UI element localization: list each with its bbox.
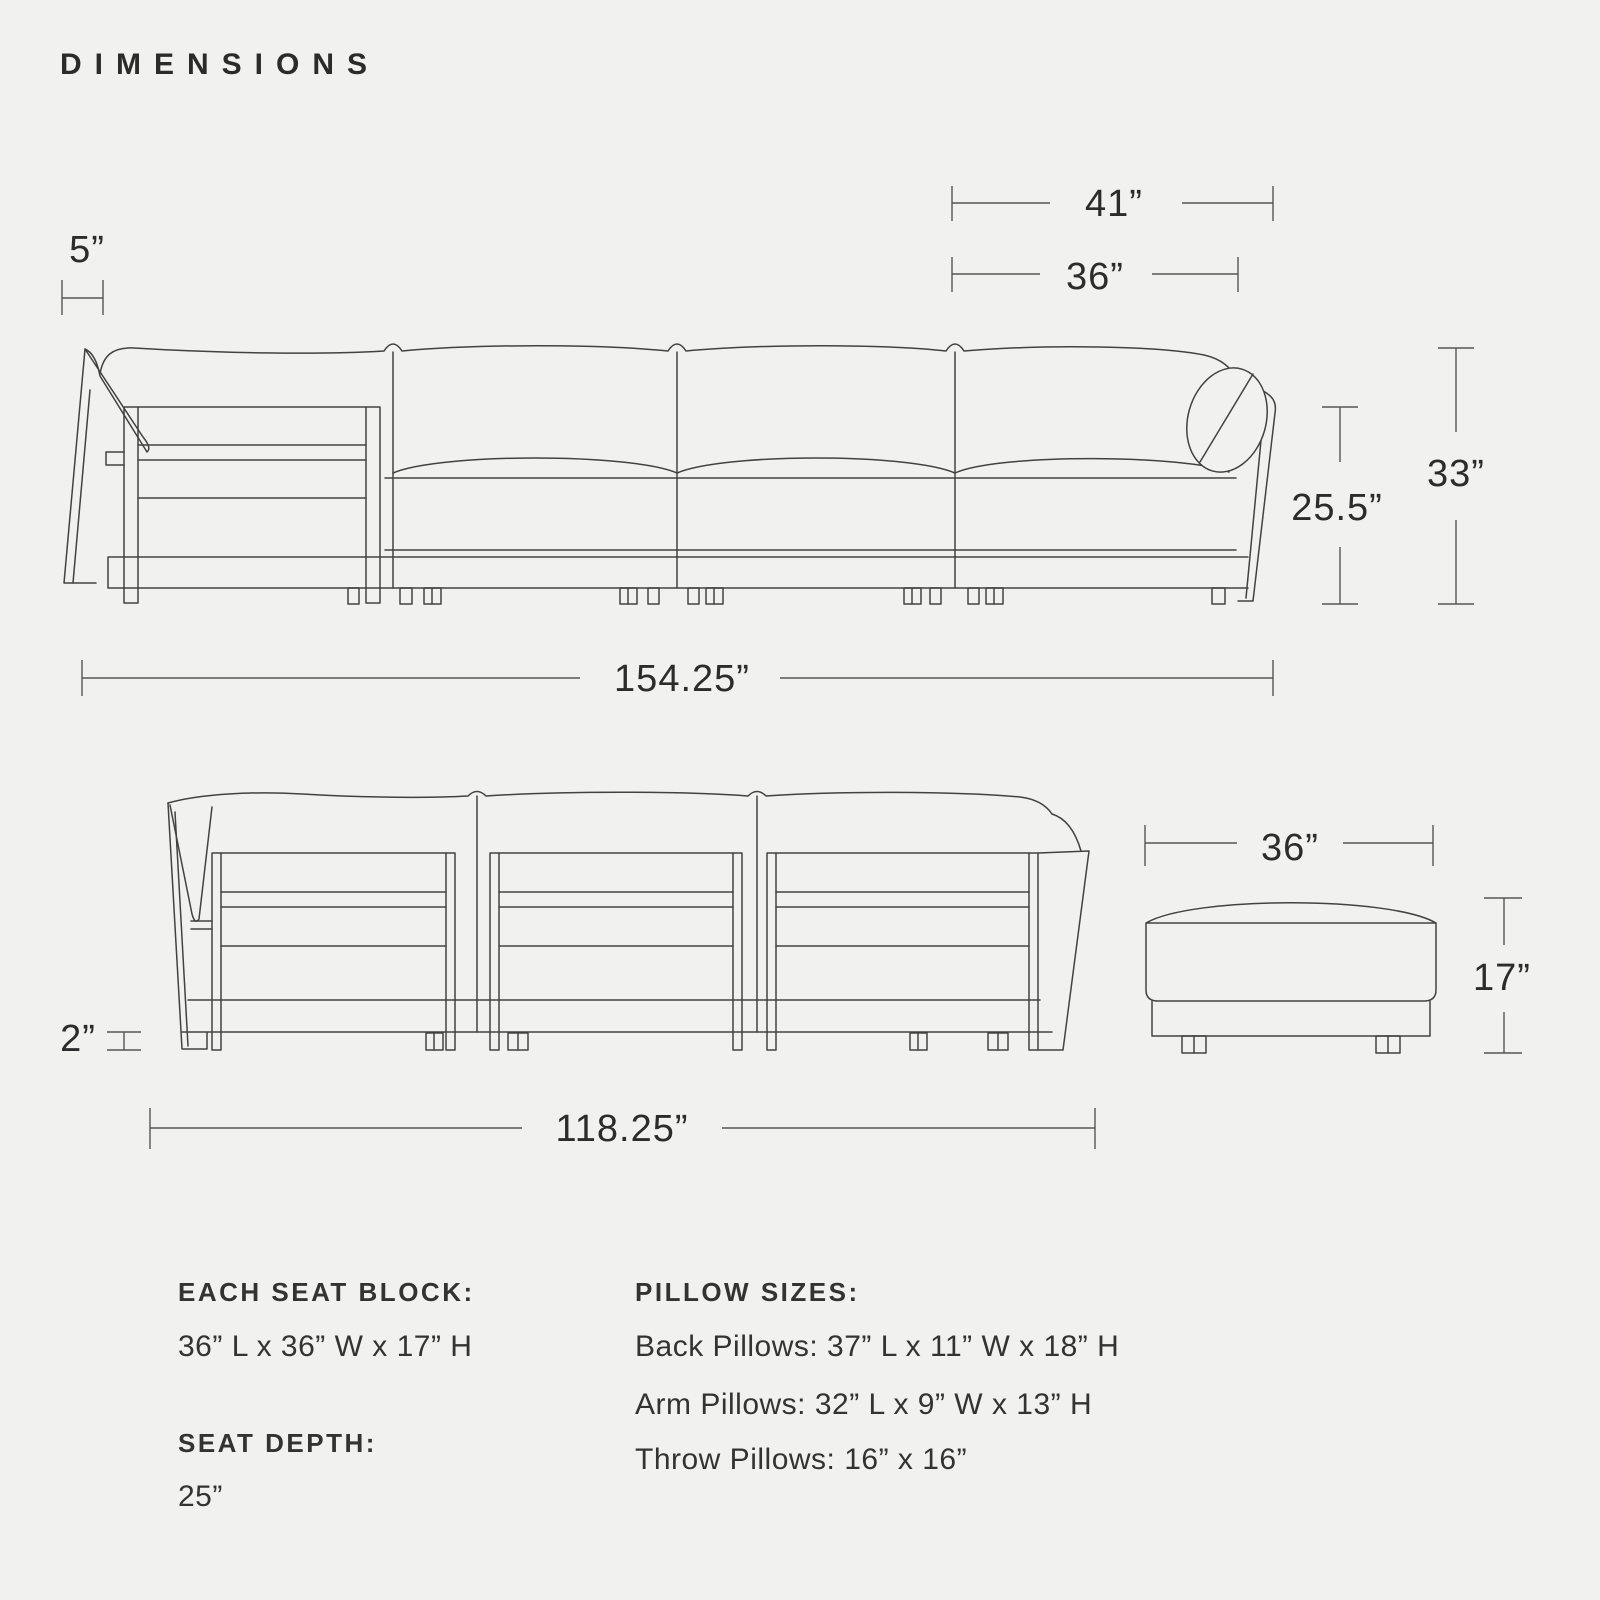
front-frame-post <box>124 407 138 603</box>
pillow-size-back: Back Pillows: 37” L x 11” W x 18” H <box>635 1330 1120 1363</box>
leg <box>1212 588 1225 604</box>
leg-dividers <box>434 1033 998 1050</box>
back-top-outline <box>168 792 1052 815</box>
front-frame-post <box>366 407 380 603</box>
front-corner-arm <box>64 349 96 583</box>
dim-back-length-label: 118.25” <box>555 1108 689 1150</box>
dim-leg-height-line <box>107 1032 141 1050</box>
pillow-size-arm: Arm Pillows: 32” L x 9” W x 13” H <box>635 1388 1093 1421</box>
front-seat-cushion-arcs <box>393 458 1229 473</box>
frame-post <box>490 853 499 1050</box>
frame-post <box>446 853 455 1050</box>
dim-seat-height-label: 25.5” <box>1291 487 1383 529</box>
front-legs <box>348 588 1225 604</box>
back-legs <box>426 1033 1008 1050</box>
dim-leg-height-label: 2” <box>60 1018 96 1060</box>
leg <box>688 588 699 604</box>
frame-post <box>733 853 742 1050</box>
seat-depth-value: 25” <box>178 1480 223 1513</box>
back-armrest-bracket <box>191 921 212 929</box>
back-right-arm <box>1038 814 1089 1050</box>
pillow-sizes-heading: PILLOW SIZES: <box>635 1277 860 1307</box>
front-corner-pillow <box>85 349 149 452</box>
dim-overall-length-label: 154.25” <box>614 658 750 700</box>
seat-depth-heading: SEAT DEPTH: <box>178 1428 377 1458</box>
leg-dividers <box>432 588 994 604</box>
dim-arm-width-label: 5” <box>69 229 105 271</box>
leg <box>400 588 412 604</box>
ottoman-legs <box>1182 1036 1400 1053</box>
frame-post <box>767 853 776 1050</box>
back-frame-rails <box>221 853 1029 946</box>
back-dimensions <box>60 1018 1095 1150</box>
ottoman-dimensions <box>1145 825 1531 1053</box>
leg <box>968 588 979 604</box>
front-seat-lines <box>385 478 1236 550</box>
front-armrest-bracket <box>106 452 124 465</box>
frame-post <box>212 853 221 1050</box>
leg <box>930 588 941 604</box>
seat-block-heading: EACH SEAT BLOCK: <box>178 1277 475 1307</box>
front-module-seams <box>393 352 955 588</box>
back-corner-arm-inner <box>175 812 188 1046</box>
pillow-size-throw: Throw Pillows: 16” x 16” <box>635 1443 968 1476</box>
back-corner-arm <box>168 803 207 1049</box>
dim-arm-width-line <box>62 280 103 315</box>
ottoman-drawing <box>1146 903 1436 1053</box>
front-elevation-drawing <box>64 344 1279 604</box>
dim-overall-height-label: 33” <box>1427 453 1485 495</box>
ottoman-body <box>1146 903 1436 1036</box>
leg-dividers <box>1194 1036 1388 1053</box>
seat-block-value: 36” L x 36” W x 17” H <box>178 1330 473 1363</box>
dim-ottoman-width-label: 36” <box>1261 827 1319 869</box>
back-base-band <box>182 1000 1052 1032</box>
front-corner-arm-inner <box>73 390 90 583</box>
front-frame-rails <box>138 407 366 498</box>
back-elevation-drawing <box>168 792 1089 1051</box>
front-back-cushions-outline <box>100 344 1238 383</box>
leg <box>648 588 659 604</box>
frame-post <box>1029 853 1038 1050</box>
front-base-band <box>108 557 1248 588</box>
dim-seat-module-label: 36” <box>1066 256 1124 298</box>
leg <box>348 588 359 604</box>
back-frame-posts <box>212 853 1038 1050</box>
dim-end-module-label: 41” <box>1085 183 1143 225</box>
page-title: DIMENSIONS <box>60 48 381 81</box>
dim-ottoman-height-label: 17” <box>1473 957 1531 999</box>
back-module-seams <box>477 796 757 1032</box>
